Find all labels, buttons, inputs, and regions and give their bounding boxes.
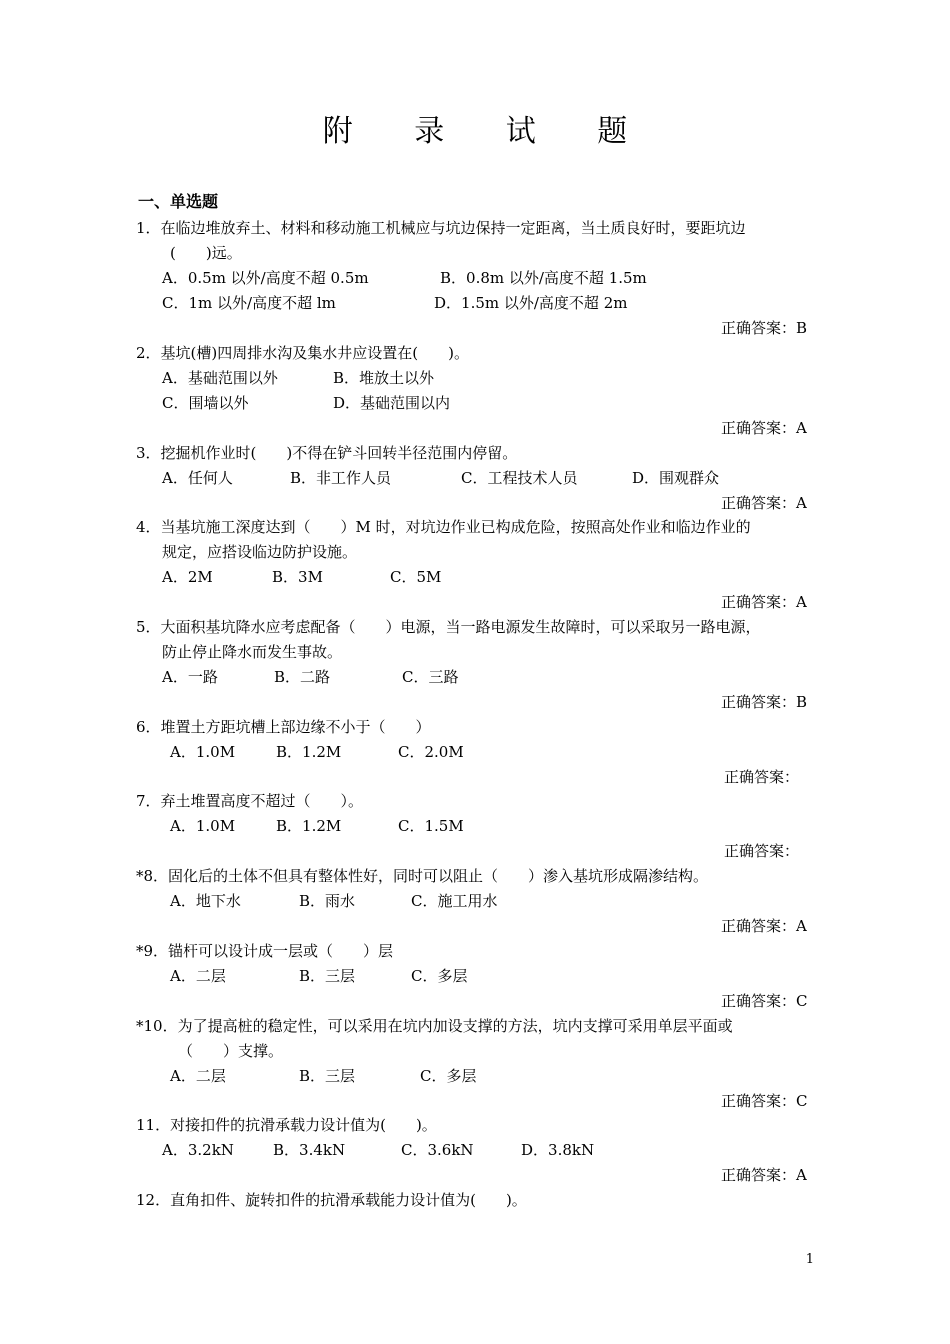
question-8-option-a: A．地下水 [170, 892, 241, 910]
question-12-text: 12．直角扣件、旋转扣件的抗滑承载能力设计值为( )。 [136, 1191, 527, 1209]
question-4-text: 4．当基坑施工深度达到（ ）M 时，对坑边作业已构成危险，按照高处作业和临边作业的 [136, 518, 751, 536]
question-9-option-a: A．二层 [170, 967, 226, 985]
question-9-option-c: C．多层 [411, 967, 468, 985]
question-1-text-cont: ( )远。 [170, 244, 242, 262]
question-6-text: 6．堆置土方距坑槽上部边缘不小于（ ） [136, 718, 431, 736]
question-9-answer: 正确答案：C [721, 992, 808, 1010]
question-11-option-d: D．3.8kN [521, 1141, 595, 1159]
question-1-answer: 正确答案：B [721, 319, 808, 337]
question-1-option-d: D．1.5m 以外/高度不超 2m [434, 294, 628, 312]
question-2-option-d: D．基础范围以内 [333, 394, 451, 412]
question-10-option-c: C．多层 [420, 1067, 477, 1085]
question-3-option-d: D．围观群众 [632, 469, 720, 487]
page-title: 附 录 试 题 [322, 114, 654, 149]
question-2-option-c: C．围墙以外 [162, 394, 249, 412]
question-3-option-b: B．非工作人员 [290, 469, 392, 487]
question-4-answer: 正确答案：A [721, 593, 807, 611]
question-7-text: 7．弃土堆置高度不超过（ ）。 [136, 792, 364, 810]
question-8-text: *8．固化后的土体不但具有整体性好，同时可以阻止（ ）渗入基坑形成隔渗结构。 [136, 867, 709, 885]
question-5-option-c: C．三路 [402, 668, 459, 686]
question-10-text-cont: （ ）支撑。 [178, 1042, 284, 1060]
question-4-text-cont: 规定，应搭设临边防护设施。 [162, 543, 358, 561]
question-11-option-a: A．3.2kN [162, 1141, 234, 1159]
question-5-text-cont: 防止停止降水而发生事故。 [162, 643, 343, 661]
question-7-option-a: A．1.0M [170, 817, 236, 835]
question-7-option-c: C．1.5M [398, 817, 464, 835]
question-8-answer: 正确答案：A [721, 917, 807, 935]
question-7-option-b: B．1.2M [276, 817, 342, 835]
question-3-text: 3．挖掘机作业时( )不得在铲斗回转半径范围内停留。 [136, 444, 518, 462]
question-2-option-a: A．基础范围以外 [162, 369, 278, 387]
question-4-option-c: C．5M [390, 568, 442, 586]
page-number: 1 [805, 1252, 814, 1267]
question-3-option-c: C．工程技术人员 [461, 469, 578, 487]
question-1-option-c: C．1m 以外/高度不超 lm [162, 294, 336, 312]
question-2-text: 2．基坑(槽)四周排水沟及集水井应设置在( )。 [136, 344, 469, 362]
question-4-option-b: B．3M [272, 568, 323, 586]
question-11-option-b: B．3.4kN [273, 1141, 346, 1159]
question-5-text: 5．大面积基坑降水应考虑配备（ ）电源，当一路电源发生故障时，可以采取另一路电源， [136, 618, 761, 636]
question-10-text: *10．为了提高桩的稳定性，可以采用在坑内加设支撑的方法，坑内支撑可采用单层平面或 [136, 1017, 733, 1035]
question-10-option-b: B．三层 [299, 1067, 356, 1085]
question-4-option-a: A．2M [162, 568, 213, 586]
question-9-text: *9．锚杆可以设计成一层或（ ）层 [136, 942, 394, 960]
question-1-option-a: A．0.5m 以外/高度不超 0.5m [162, 269, 369, 287]
question-10-answer: 正确答案：C [721, 1092, 808, 1110]
question-11-text: 11．对接扣件的抗滑承载力设计值为( )。 [136, 1116, 437, 1134]
question-10-option-a: A．二层 [170, 1067, 226, 1085]
question-8-option-b: B．雨水 [299, 892, 356, 910]
question-11-answer: 正确答案：A [721, 1166, 807, 1184]
question-3-option-a: A．任何人 [162, 469, 233, 487]
question-8-option-c: C．施工用水 [411, 892, 498, 910]
question-3-answer: 正确答案：A [721, 494, 807, 512]
question-6-option-b: B．1.2M [276, 743, 342, 761]
section-heading: 一、单选题 [138, 192, 219, 211]
question-5-option-a: A．一路 [162, 668, 218, 686]
question-9-option-b: B．三层 [299, 967, 356, 985]
question-6-option-a: A．1.0M [170, 743, 236, 761]
question-5-answer: 正确答案：B [721, 693, 808, 711]
question-6-option-c: C．2.0M [398, 743, 464, 761]
question-5-option-b: B．二路 [274, 668, 331, 686]
question-6-answer: 正确答案： [724, 768, 800, 786]
question-2-option-b: B．堆放土以外 [333, 369, 435, 387]
question-11-option-c: C．3.6kN [401, 1141, 474, 1159]
question-7-answer: 正确答案： [724, 842, 800, 860]
question-1-text: 1．在临边堆放弃土、材料和移动施工机械应与坑边保持一定距离，当土质良好时，要距坑边 [136, 219, 746, 237]
question-1-option-b: B．0.8m 以外/高度不超 1.5m [440, 269, 647, 287]
question-2-answer: 正确答案：A [721, 419, 807, 437]
